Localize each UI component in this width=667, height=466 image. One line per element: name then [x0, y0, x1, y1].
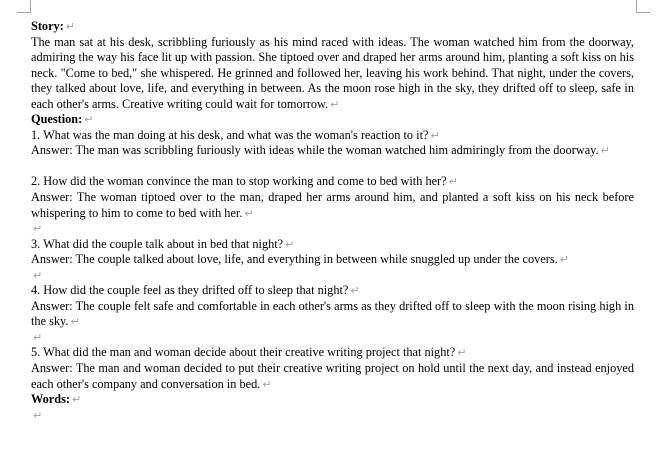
paragraph-mark-icon: ↵ — [71, 393, 82, 407]
answer-4 — [31, 299, 634, 330]
paragraph-mark-icon: ↵ — [33, 408, 43, 422]
empty-paragraph — [31, 408, 634, 424]
question-heading-paragraph — [31, 112, 634, 128]
paragraph-mark-icon: ↵ — [285, 237, 295, 251]
paragraph-mark-icon: ↵ — [70, 315, 80, 329]
empty-paragraph — [31, 221, 634, 237]
paragraph-mark-icon: ↵ — [448, 175, 458, 189]
answer-2 — [31, 190, 634, 221]
empty-paragraph — [31, 330, 634, 346]
paragraph-mark-icon: ↵ — [84, 113, 94, 127]
words-heading: Words: — [31, 392, 70, 407]
question-2 — [31, 174, 634, 190]
paragraph-mark-icon: ↵ — [244, 206, 254, 220]
paragraph-mark-icon: ↵ — [33, 222, 43, 236]
answer-3 — [31, 252, 634, 268]
answer-1-text: Answer: The man was scribbling furiously with ideas while the woman watched him admiringly from the doorway. — [31, 143, 599, 158]
question-5 — [31, 345, 634, 361]
question-2-text: 2. How did the woman convince the man to stop working and come to bed with her? — [31, 174, 447, 189]
paragraph-mark-icon: ↵ — [33, 330, 43, 344]
story-text-paragraph — [31, 35, 634, 113]
paragraph-mark-icon: ↵ — [65, 20, 76, 33]
answer-5 — [31, 361, 634, 392]
question-1 — [31, 128, 634, 144]
empty-paragraph — [31, 268, 634, 284]
paragraph-mark-icon: ↵ — [430, 128, 440, 142]
answer-2-text: Answer: The woman tiptoed over to the man, draped her arms around him, and planted a soft kiss on his neck before whispering to him to come to bed with her. — [31, 190, 634, 220]
answer-3-text: Answer: The couple talked about love, life, and everything in between while snuggled up under the covers. — [31, 252, 558, 267]
document-body[interactable] — [31, 19, 634, 423]
story-heading: Story: — [31, 19, 64, 33]
words-heading-paragraph — [31, 392, 634, 408]
answer-4-text: Answer: The couple felt safe and comfortable in each other's arms as they drifted off to sleep with the moon rising high in the sky. — [31, 298, 634, 329]
paragraph-mark-icon: ↵ — [33, 268, 43, 282]
question-heading: Question: — [31, 112, 83, 127]
page-corner-mark-left — [30, 0, 31, 12]
empty-paragraph — [31, 159, 634, 175]
page-corner-mark-right-h — [636, 12, 650, 13]
story-heading-paragraph — [31, 19, 634, 35]
paragraph-mark-icon: ↵ — [262, 377, 272, 391]
page-corner-mark-right — [636, 0, 637, 12]
paragraph-mark-icon: ↵ — [350, 284, 360, 298]
answer-5-text: Answer: The man and woman decided to put their creative writing project on hold until the next day, and instead enjoyed each other's company and conversation in bed. — [31, 361, 634, 391]
story-text: The man sat at his desk, scribbling furiously as his mind raced with ideas. The woman watched him from the doorway, admiring the way his face lit up with passion. She tiptoed over and draped her arms around him, planting a soft kiss on his neck. "Come to bed," she whispered. He grinned and followed her, leaving his work behind. That night, under the covers, they talked about love, life, and everything in between. As the moon rose high in the sky, they drifted off to sleep, safe in each other's arms. Creative writing could wait for tomorrow. — [31, 34, 634, 111]
paragraph-mark-icon: ↵ — [330, 97, 340, 111]
question-5-text: 5. What did the man and woman decide about their creative writing project that night? — [31, 345, 456, 360]
paragraph-mark-icon: ↵ — [457, 346, 467, 360]
question-3 — [31, 237, 634, 253]
page-corner-mark-left-h — [17, 12, 31, 13]
answer-1 — [31, 143, 634, 159]
question-1-text: 1. What was the man doing at his desk, and what was the woman's reaction to it? — [31, 127, 429, 142]
question-3-text: 3. What did the couple talk about in bed that night? — [31, 236, 284, 251]
question-4-text: 4. How did the couple feel as they drifted off to sleep that night? — [31, 283, 349, 298]
question-4 — [31, 283, 634, 299]
paragraph-mark-icon: ↵ — [600, 144, 610, 158]
paragraph-mark-icon: ↵ — [559, 253, 569, 267]
